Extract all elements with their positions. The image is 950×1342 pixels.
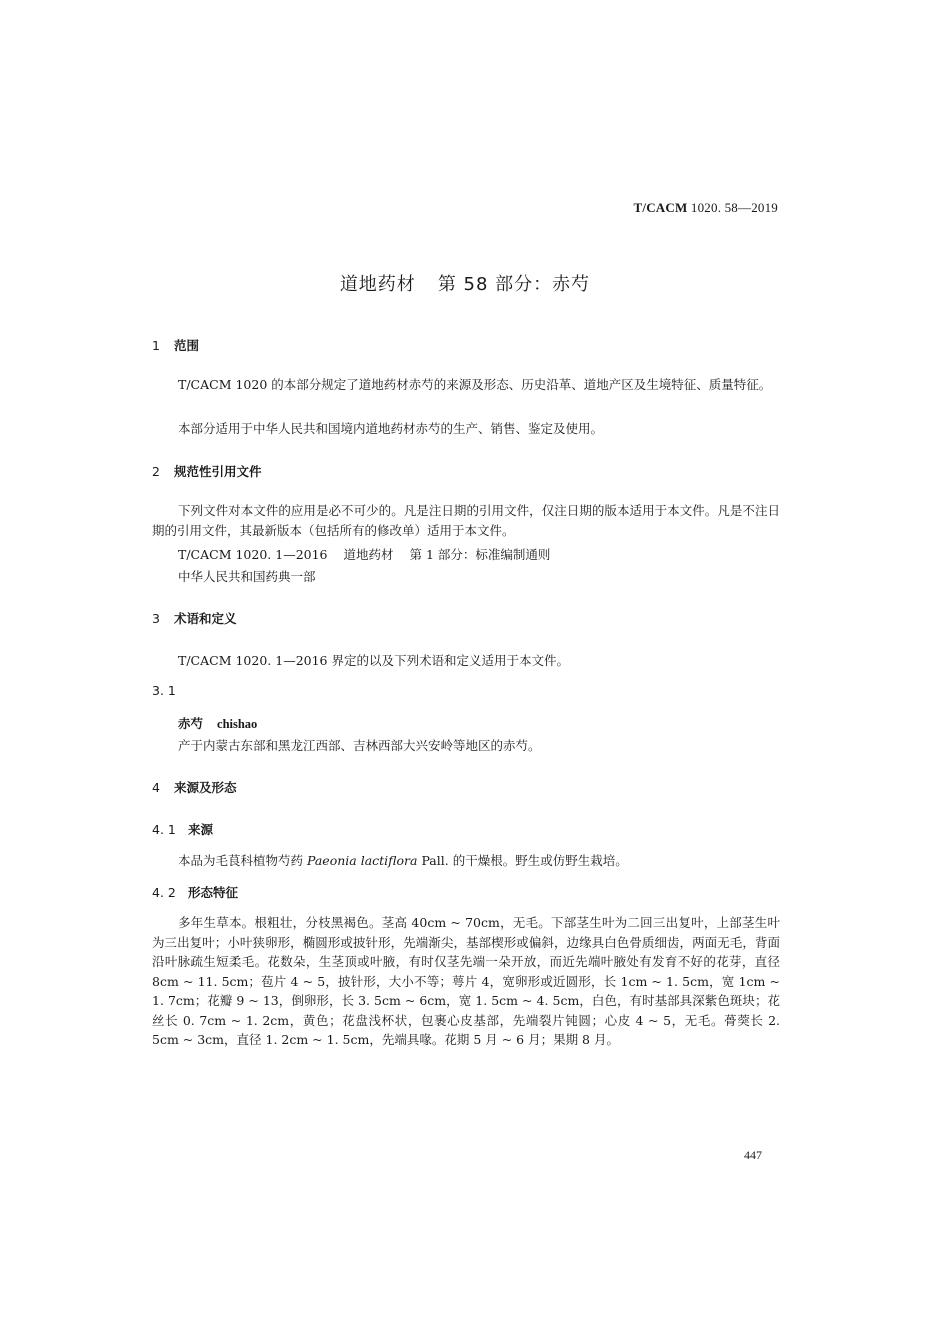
subsection-4-1-heading: 4. 1 来源 bbox=[152, 822, 214, 837]
term-entry bbox=[178, 714, 257, 732]
reference-2: 中华人民共和国药典一部 bbox=[178, 569, 316, 584]
standard-number: 1020. 58—2019 bbox=[690, 200, 778, 215]
reference-1: T/CACM 1020. 1—2016 道地药材 第 1 部分：标准编制通则 bbox=[178, 547, 551, 562]
section-4-heading: 4 来源及形态 bbox=[152, 780, 237, 795]
latin-name: Paeonia lactiflora bbox=[307, 853, 418, 868]
section-3-heading: 3 术语和定义 bbox=[152, 611, 237, 626]
term-english: chishao bbox=[217, 717, 258, 731]
section-2-heading: 2 规范性引用文件 bbox=[152, 464, 262, 479]
term-chinese: 赤芍 bbox=[178, 716, 204, 731]
section-1-heading: 1 范围 bbox=[152, 338, 200, 353]
term-definition: 产于内蒙古东部和黑龙江西部、吉林西部大兴安岭等地区的赤芍。 bbox=[178, 738, 541, 753]
section-2-paragraph-1: 下列文件对本文件的应用是必不可少的。凡是注日期的引用文件，仅注日期的版本适用于本文件。凡是不注日期的引用文件，其最新版本（包括所有的修改单）适用于本文件。 bbox=[152, 503, 780, 538]
morphology-paragraph: 多年生草本。根粗壮，分枝黑褐色。茎高 40cm ~ 70cm，无毛。下部茎生叶为二回三出复叶，上部茎生叶为三出复叶；小叶狭卵形，椭圆形或披针形，先端渐尖，基部楔形或偏斜，边缘具白色骨质细齿，两面无毛，背面沿叶脉疏生短柔毛。花数朵，生茎顶或叶腋，有时仅茎先端一朵开放，而近先端叶腋处有发育不好的花芽，直径 8cm ~ 11. 5cm；苞片 4 ~ 5，披针形，大小不等；萼片 4，宽卵形或近圆形，长 1cm ~ 1. 5cm，宽 1cm ~ 1. 7cm；花瓣 9 ~ 13，倒卵形，长 3. 5cm ~ 6cm，宽 1. 5cm ~ 4. 5cm，白色，有时基部具深紫色斑块；花丝长 0. 7cm ~ 1. 2cm，黄色；花盘浅杯状，包裹心皮基部，先端裂片钝圆；心皮 4 ~ 5，无毛。蓇葖长 2. 5cm ~ 3cm，直径 1. 2cm ~ 1. 5cm，先端具喙。花期 5 月 ~ 6 月；果期 8 月。 bbox=[152, 915, 780, 1047]
standard-code bbox=[634, 200, 778, 216]
title-part1: 道地药材 bbox=[339, 274, 416, 295]
section-3-paragraph-1: T/CACM 1020. 1—2016 界定的以及下列术语和定义适用于本文件。 bbox=[178, 653, 569, 668]
page-number: 447 bbox=[744, 1148, 762, 1162]
source-paragraph: 本品为毛茛科植物芍药 Paeonia lactiflora Pall. 的干燥根。野生或仿野生栽培。 bbox=[178, 853, 628, 868]
standard-prefix: T/CACM bbox=[633, 200, 688, 215]
section-1-paragraph-2: 本部分适用于中华人民共和国境内道地药材赤芍的生产、销售、鉴定及使用。 bbox=[178, 421, 604, 436]
document-title bbox=[0, 270, 930, 296]
subsection-4-2-heading: 4. 2 形态特征 bbox=[152, 885, 239, 900]
subsection-3-1-number: 3. 1 bbox=[152, 683, 176, 698]
section-1-paragraph-1: T/CACM 1020 的本部分规定了道地药材赤芍的来源及形态、历史沿革、道地产区及生境特征、质量特征。 bbox=[178, 377, 772, 392]
title-part2: 第 58 部分：赤芍 bbox=[437, 274, 591, 295]
